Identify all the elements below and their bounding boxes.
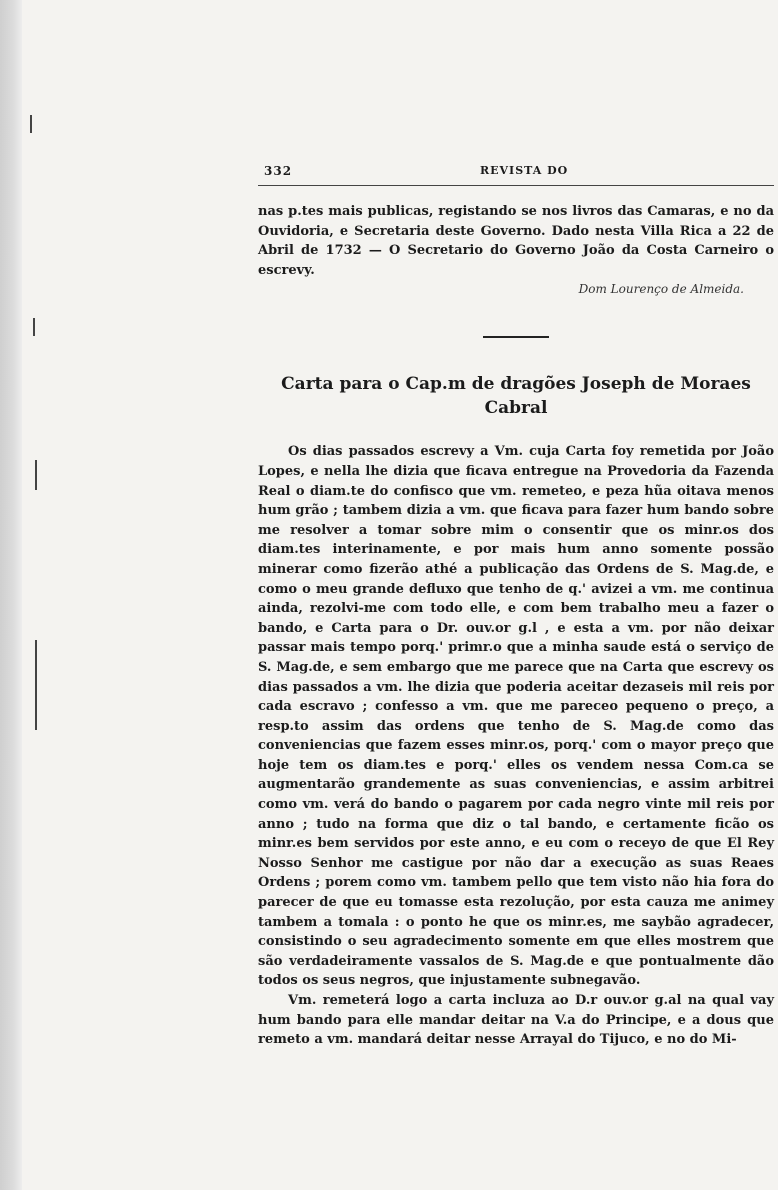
running-head bbox=[258, 160, 774, 180]
scan-edge-mark bbox=[35, 460, 37, 490]
scan-edge-mark bbox=[35, 640, 37, 730]
running-title: REVISTA DO bbox=[480, 164, 569, 177]
scan-page-edge bbox=[0, 0, 22, 1190]
section-separator bbox=[483, 336, 549, 338]
signature: Dom Lourenço de Almeida. bbox=[578, 282, 744, 297]
book-page bbox=[258, 160, 774, 1050]
header-rule bbox=[258, 185, 774, 186]
scan-edge-mark bbox=[30, 115, 32, 133]
scan-edge-mark bbox=[33, 318, 35, 336]
letter-paragraph: Os dias passados escrevy a Vm. cuja Carta foy remetida por João Lopes, e nella lhe dizia que ficava entregue na Provedoria da Fazenda Real o diam.te do confisco que vm. remeteo, e peza hũa oitava menos hum grão ; tambem dizia a vm. que ficava para fazer hum bando sobre me resolver a tomar sobre mim o consentir que os minr.os dos diam.tes interinamente, e por mais hum anno somente possão minerar como fizerão athé a publicação das Ordens de S. Mag.de, e como o meu grande defluxo que tenho de q.' avizei a vm. me continua ainda, rezolvi-me com todo elle, e com bem trabalho meu a fazer o bando, e Carta para o Dr. ouv.or g.l , e esta a vm. por não deixar passar mais tempo porq.' primr.o que a minha saude está o serviço de S. Mag.de, e sem embargo que me parece que na Carta que escrevy os dias passados a vm. lhe dizia que poderia aceitar dezaseis mil reis por cada escravo ; confesso a vm. que me pareceo pequeno o preço, a resp.to assim das ordens que tenho de S. Mag.de como das conveniencias que fazem esses minr.os, porq.' com o mayor preço que hoje tem os diam.tes e porq.' elles os vendem nessa Com.ca se augmentarão grandemente as suas conveniencias, e assim arbitrei como vm. verá do bando o pagarem por cada negro vinte mil reis por anno ; tudo na forma que diz o tal bando, e certamente ficão os minr.es bem servidos por este anno, e eu com o receyo de que El Rey Nosso Senhor me castigue por não dar a execução as suas Reaes Ordens ; porem como vm. tambem pello que tem visto não hia fora do parecer de que eu tomasse esta rezolução, por esta cauza me animey tambem a tomala : o ponto he que os minr.es, me saybão agradecer, consistindo o seu agradecimento somente em que elles mostrem que são verdadeiramente vassalos de S. Mag.de e que pontualmente dão todos os seus negros, que injustamente subnegavão. bbox=[258, 444, 774, 989]
letter-body bbox=[258, 442, 774, 1049]
letter-paragraph: Vm. remeterá logo a carta incluza ao D.r ouv.or g.al na qual vay hum bando para elle mandar deitar na V.a do Principe, e a dous que remeto a vm. mandará deitar nesse Arrayal do Tijuco, e no do Mi- bbox=[258, 993, 774, 1048]
page-number: 332 bbox=[264, 164, 293, 178]
section-title: Carta para o Cap.m de dragões Joseph de Moraes Cabral bbox=[281, 374, 751, 419]
intro-paragraph: nas p.tes mais publicas, registando se nos livros das Camaras, e no da Ouvidoria, e Secretaria deste Governo. Dado nesta Villa Rica a 22 de Abril de 1732 — O Secretario do Governo João da Costa Carneiro o escrevy. bbox=[258, 204, 774, 278]
